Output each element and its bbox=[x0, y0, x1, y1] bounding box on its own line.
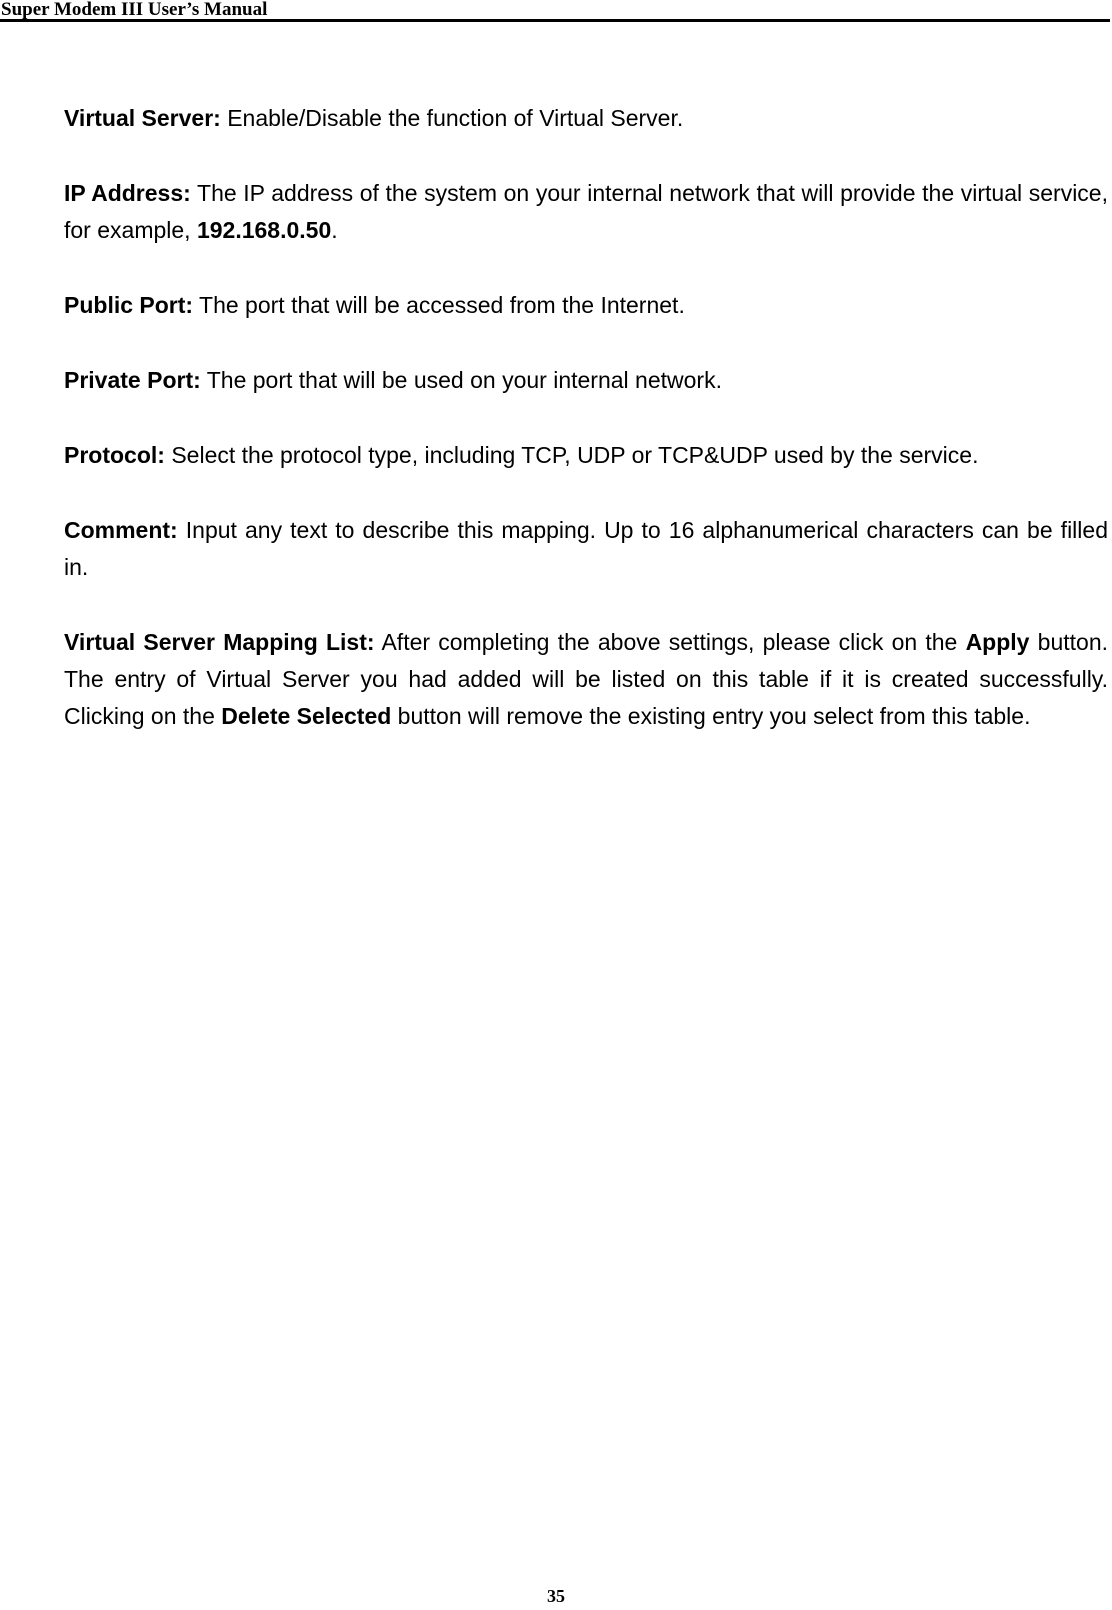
paragraph-protocol bbox=[64, 437, 1108, 474]
desc-virtual-server: Enable/Disable the function of Virtual Server. bbox=[220, 105, 684, 131]
term-private-port: Private Port: bbox=[64, 367, 201, 393]
page-number: 35 bbox=[547, 1586, 565, 1606]
manual-title: Super Modem III User’s Manual bbox=[1, 0, 268, 20]
term-mapping-list: Virtual Server Mapping List: bbox=[64, 629, 375, 655]
paragraph-virtual-server bbox=[64, 100, 1108, 137]
delete-selected-keyword: Delete Selected bbox=[221, 703, 392, 729]
desc-comment: Input any text to describe this mapping. Up to 16 alphanumerical characters can be filled in. bbox=[64, 517, 1108, 580]
term-virtual-server: Virtual Server: bbox=[64, 105, 221, 131]
paragraph-comment bbox=[64, 512, 1108, 586]
page-content bbox=[64, 100, 1108, 773]
term-public-port: Public Port: bbox=[64, 292, 194, 318]
paragraph-mapping-list bbox=[64, 624, 1108, 735]
desc-protocol: Select the protocol type, including TCP, UDP or TCP&UDP used by the service. bbox=[164, 442, 979, 468]
desc-mapping-list-mid: button. The entry of Virtual Server you had added will be listed on this table if it is created successfully. Clicking on the bbox=[64, 629, 1109, 729]
example-ip-value: 192.168.0.50 bbox=[196, 217, 332, 243]
desc-ip-address-end: . bbox=[331, 217, 338, 243]
paragraph-public-port bbox=[64, 287, 1108, 324]
desc-private-port: The port that will be used on your internal network. bbox=[200, 367, 722, 393]
desc-public-port: The port that will be accessed from the Internet. bbox=[193, 292, 685, 318]
apply-keyword: Apply bbox=[965, 629, 1030, 655]
desc-mapping-list: After completing the above settings, please click on the bbox=[374, 629, 966, 655]
term-comment: Comment: bbox=[64, 517, 178, 543]
paragraph-ip-address bbox=[64, 175, 1108, 249]
running-header bbox=[0, 0, 1110, 22]
desc-ip-address: The IP address of the system on your internal network that will provide the virtual service, for example, bbox=[64, 180, 1108, 243]
desc-mapping-list-end: button will remove the existing entry you select from this table. bbox=[391, 703, 1031, 729]
paragraph-private-port bbox=[64, 362, 1108, 399]
term-protocol: Protocol: bbox=[64, 442, 165, 468]
term-ip-address: IP Address: bbox=[64, 180, 191, 206]
